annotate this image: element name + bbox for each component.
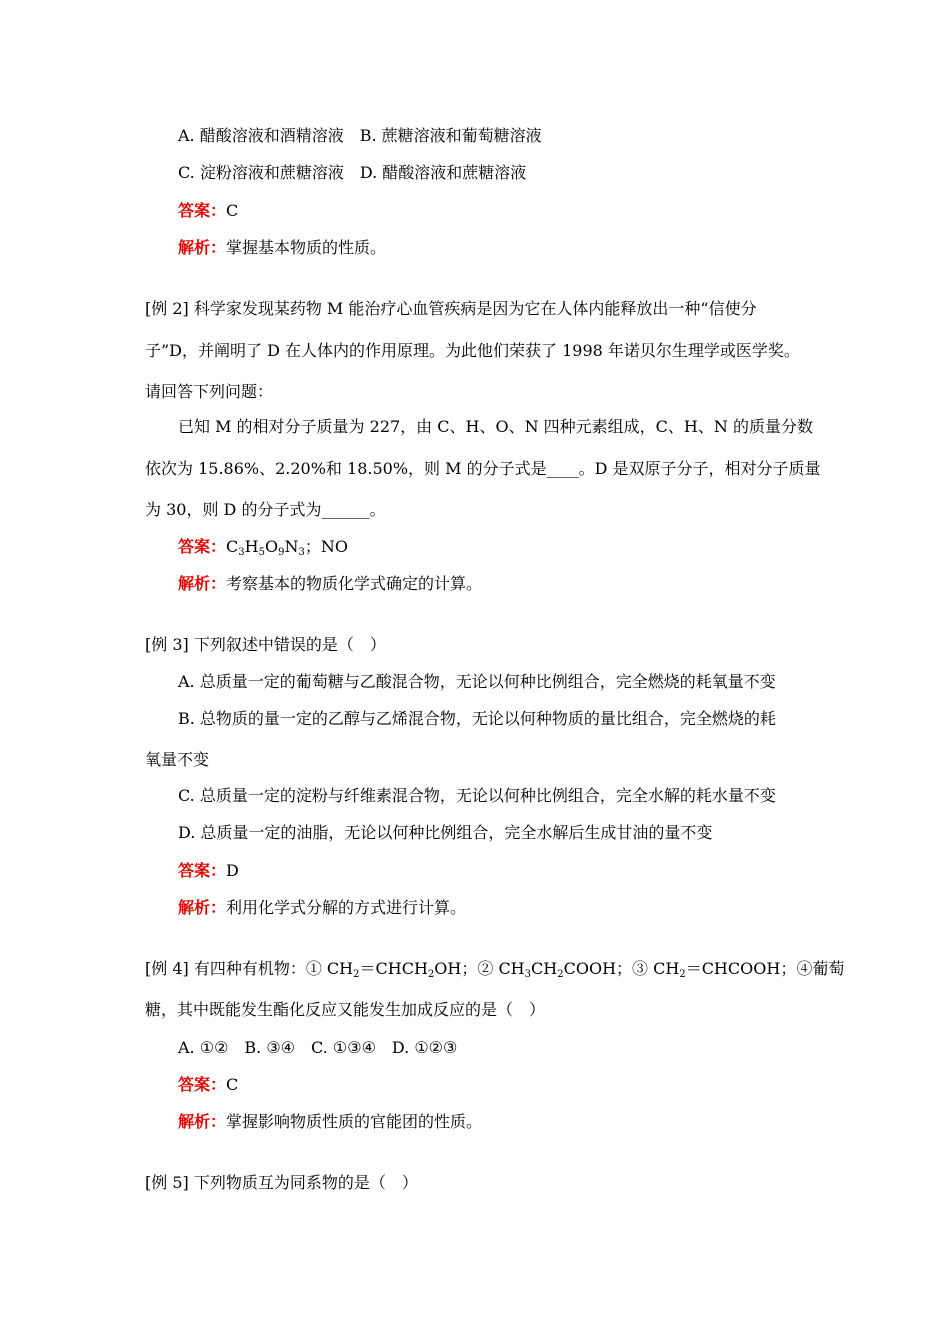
ex3-option-a: A. 总质量一定的葡萄糖与乙酸混合物，无论以何种比例组合，完全燃烧的耗氧量不变 [178, 672, 776, 691]
ex3-analysis [178, 897, 466, 919]
ex4-stem-line-2: 糖，其中既能发生酯化反应又能发生加成反应的是（ ） [145, 1000, 546, 1019]
ex4-answer [178, 1074, 238, 1096]
ex1-option-a: A. 醋酸溶液和酒精溶液 [178, 126, 344, 145]
analysis-text: 利用化学式分解的方式进行计算。 [226, 898, 467, 917]
ex1-answer [178, 200, 238, 222]
ex3-option-b: B. 总物质的量一定的乙醇与乙烯混合物，无论以何种物质的量比组合，完全燃烧的耗 [178, 709, 776, 728]
ex1-analysis [178, 237, 386, 259]
ex2-stem-line-1: [例 2] 科学家发现某药物 M 能治疗心血管疾病是因为它在人体内能释放出一种“信使分 [145, 299, 757, 318]
ex2-stem-line-4: 已知 M 的相对分子质量为 227，由 C、H、O、N 四种元素组成，C、H、N 的质量分数 [178, 417, 813, 436]
ex3-option-c: C. 总质量一定的淀粉与纤维素混合物，无论以何种比例组合，完全水解的耗水量不变 [178, 786, 776, 805]
answer-label: 答案： [178, 861, 227, 880]
analysis-text: 考察基本的物质化学式确定的计算。 [226, 574, 483, 593]
ex3-answer [178, 860, 239, 882]
ex1-options-ab [178, 125, 542, 147]
ex3-option-b-cont: 氧量不变 [145, 750, 210, 769]
analysis-label: 解析： [178, 898, 227, 917]
answer-value: C [226, 201, 239, 220]
ex3-option-d: D. 总质量一定的油脂，无论以何种比例组合，完全水解后生成甘油的量不变 [178, 823, 713, 842]
answer-value: C [226, 1075, 239, 1094]
ex4-stem-line-1: [例 4] 有四种有机物：① $CH_2=CHCH_2OH$；② $CH_3CH_2COOH$；③ $CH_2=CHCOOH$；④葡萄 [145, 959, 845, 980]
ex2-stem-line-5: 依次为 15.86%、2.20%和 18.50%，则 M 的分子式是____。D 是双原子分子，相对分子质量 [145, 459, 821, 478]
analysis-label: 解析： [178, 238, 227, 257]
ex2-answer [178, 536, 348, 558]
analysis-text: 掌握影响物质性质的官能团的性质。 [226, 1112, 483, 1131]
ex1-option-c: C. 淀粉溶液和蔗糖溶液 [178, 163, 344, 182]
ex2-stem-line-6: 为 30，则 D 的分子式为______。 [145, 500, 386, 519]
ex4-analysis [178, 1111, 482, 1133]
ex2-stem-line-3: 请回答下列问题： [145, 382, 274, 401]
analysis-label: 解析： [178, 1112, 227, 1131]
ex4-options: A. ①② B. ③④ C. ①③④ D. ①②③ [178, 1038, 458, 1057]
ex1-option-d: D. 醋酸溶液和蔗糖溶液 [359, 163, 527, 182]
ex2-analysis [178, 573, 482, 595]
analysis-text: 掌握基本物质的性质。 [226, 238, 387, 257]
answer-label: 答案： [178, 201, 227, 220]
answer-label: 答案： [178, 537, 227, 556]
ex1-options-cd [178, 162, 526, 184]
answer-formula: $C_3H_5O_9N_3$；NO [226, 537, 348, 558]
ex2-stem-line-2: 子”D，并阐明了 D 在人体内的作用原理。为此他们荣获了 1998 年诺贝尔生理学或医学奖。 [145, 341, 800, 360]
answer-label: 答案： [178, 1075, 227, 1094]
answer-value: D [226, 861, 239, 880]
ex3-stem: [例 3] 下列叙述中错误的是（ ） [145, 635, 386, 654]
analysis-label: 解析： [178, 574, 227, 593]
ex1-option-b: B. 蔗糖溶液和葡萄糖溶液 [359, 126, 542, 145]
ex5-stem: [例 5] 下列物质互为同系物的是（ ） [145, 1173, 418, 1192]
